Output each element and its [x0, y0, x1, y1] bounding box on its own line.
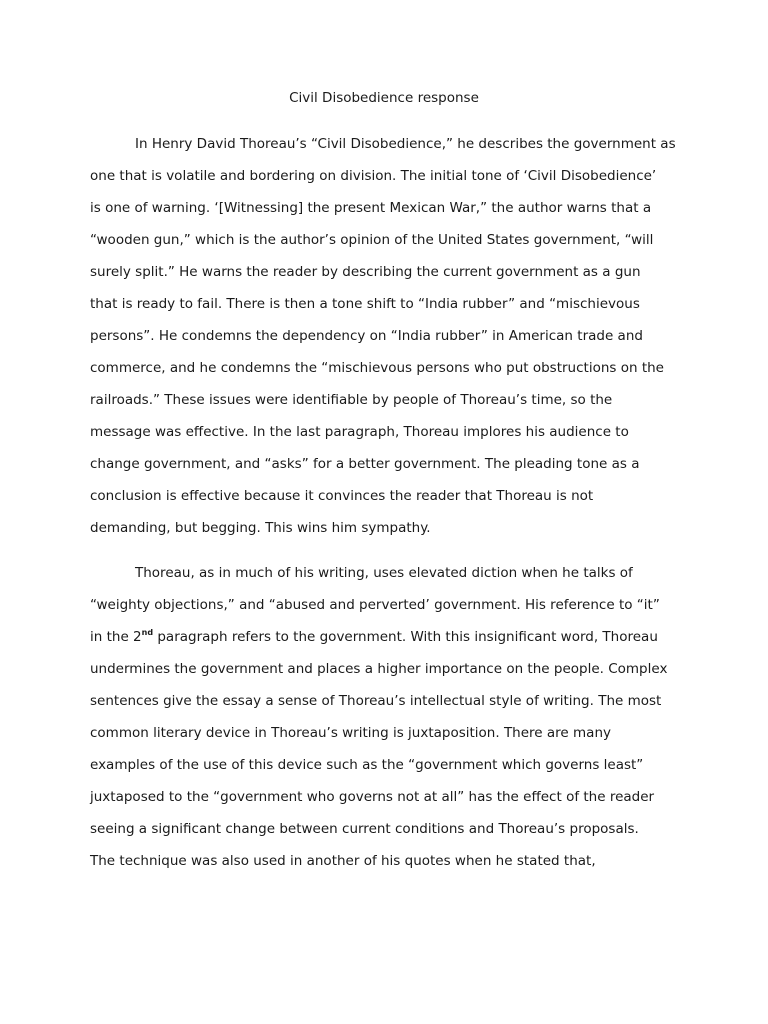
paragraph-2-line-8: juxtaposed to the “government who governs not at all” has the effect of the reader	[90, 789, 655, 805]
document-title: Civil Disobedience response	[289, 90, 479, 106]
paragraph-1-line-13: demanding, but begging. This wins him sympathy.	[90, 520, 431, 536]
paragraph-1-line-6: that is ready to fail. There is then a tone shift to “India rubber” and “mischievous	[90, 296, 640, 312]
paragraph-2-line-9: seeing a significant change between current conditions and Thoreau’s proposals.	[90, 821, 639, 837]
paragraph-1-line-3: is one of warning. ‘[Witnessing] the present Mexican War,” the author warns that a	[90, 200, 652, 216]
paragraph-1-line-8: commerce, and he condemns the “mischievous persons who put obstructions on the	[90, 360, 664, 376]
paragraph-2-line-4: undermines the government and places a higher importance on the people. Complex	[90, 661, 668, 677]
paragraph-1-line-1: In Henry David Thoreau’s “Civil Disobedience,” he describes the government as	[135, 136, 676, 152]
paragraph-1-line-5: surely split.” He warns the reader by describing the current government as a gun	[90, 264, 641, 280]
paragraph-2-line-3-end: paragraph refers to the government. With this insignificant word, Thoreau	[153, 629, 658, 645]
paragraph-2-line-7: examples of the use of this device such as the “government which governs least”	[90, 757, 644, 773]
paragraph-2-line-3	[90, 628, 658, 646]
ordinal-superscript: nd	[141, 627, 154, 637]
paragraph-2-line-10: The technique was also used in another of his quotes when he stated that,	[90, 853, 596, 869]
paragraph-2-line-6: common literary device in Thoreau’s writing is juxtaposition. There are many	[90, 725, 611, 741]
paragraph-1-line-2: one that is volatile and bordering on division. The initial tone of ‘Civil Disobedience’	[90, 168, 657, 184]
paragraph-1-line-9: railroads.” These issues were identifiable by people of Thoreau’s time, so the	[90, 392, 613, 408]
paragraph-1-line-12: conclusion is effective because it convinces the reader that Thoreau is not	[90, 488, 594, 504]
paragraph-1-line-7: persons”. He condemns the dependency on “India rubber” in American trade and	[90, 328, 643, 344]
paragraph-2-line-2: “weighty objections,” and “abused and perverted’ government. His reference to “it”	[90, 597, 660, 613]
paragraph-1-line-4: “wooden gun,” which is the author’s opinion of the United States government, “will	[90, 232, 654, 248]
paragraph-2-line-3-start: in the 2	[90, 629, 142, 645]
paragraph-2-line-1: Thoreau, as in much of his writing, uses elevated diction when he talks of	[135, 565, 633, 581]
paragraph-1-line-10: message was effective. In the last paragraph, Thoreau implores his audience to	[90, 424, 629, 440]
paragraph-2-line-5: sentences give the essay a sense of Thoreau’s intellectual style of writing. The most	[90, 693, 662, 709]
paragraph-1-line-11: change government, and “asks” for a better government. The pleading tone as a	[90, 456, 640, 472]
